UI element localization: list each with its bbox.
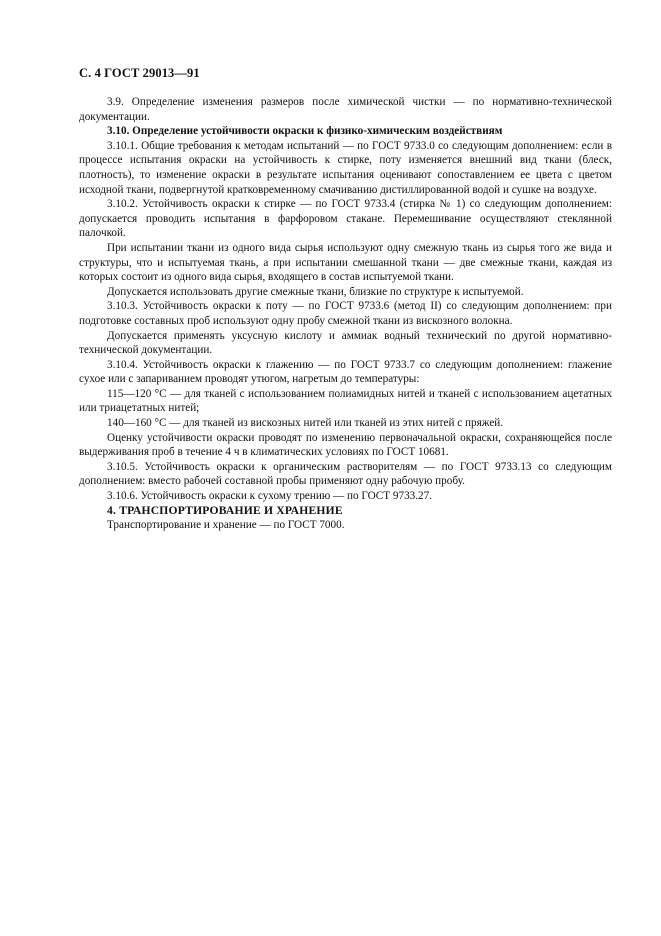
paragraph-3-10-6: 3.10.6. Устойчивость окраски к сухому трению — по ГОСТ 9733.27. bbox=[107, 490, 433, 503]
paragraph-3-10-3: 3.10.3. Устойчивость окраски к поту — по ГОСТ 9733.6 (метод II) со следующим дополнением: при подготовке составных проб используют одну пробу смежной ткани из вискозного волокна. bbox=[79, 300, 612, 327]
paragraph-acetic-acid: Допускается применять уксусную кислоту и аммиак водный технический по другой нормативно-технической документации. bbox=[79, 329, 612, 357]
paragraph-other-adjacent-fabrics: Допускается использовать другие смежные ткани, близкие по структуре к испытуемой. bbox=[107, 285, 524, 298]
paragraph-3-10-5: 3.10.5. Устойчивость окраски к органическим растворителям — по ГОСТ 9733.13 со следующим дополнением: вместо рабочей составной пробы применяют одну рабочую пробу. bbox=[79, 460, 612, 488]
paragraph-temp-140-160: 140—160 °С — для тканей из вискозных нитей или тканей из этих нитей с пряжей. bbox=[107, 417, 504, 430]
page-header: С. 4 ГОСТ 29013—91 bbox=[79, 66, 200, 80]
paragraph-3-10-2: 3.10.2. Устойчивость окраски к стирке — по ГОСТ 9733.4 (стирка № 1) со следующим дополнением: допускается проводить испытания в фарфоровом стакане. Перемешивание осуществляют стеклянной палочкой. bbox=[79, 198, 612, 240]
paragraph-single-fibre-test: При испытании ткани из одного вида сырья используют одну смежную ткань из сырья того же вида и структуры, что и испытуемая ткань, а при испытании смешанной ткани — две смежные ткани, каждая из которых состоит из одного вида сырья, входящего в состав испытуемой ткани. bbox=[79, 241, 612, 284]
paragraph-3-10-1: 3.10.1. Общие требования к методам испытаний — по ГОСТ 9733.0 со следующим дополнением: если в процессе испытания окраски на устойчивость к стирке, поту изменяется внешний вид ткани (блеск, плотность), то изменение окраски в результате испытания оценивают сопоставлением ее цвета с цветом исходной ткани, подвергнутой кратковременному смачиванию дистиллированной водой и сушке на воздухе. bbox=[79, 139, 612, 196]
section-4-title: 4. ТРАНСПОРТИРОВАНИЕ И ХРАНЕНИЕ bbox=[107, 503, 343, 517]
subheading-3-10: 3.10. Определение устойчивости окраски к физико-химическим воздействиям bbox=[107, 125, 503, 138]
paragraph-3-10-4: 3.10.4. Устойчивость окраски к глажению — по ГОСТ 9733.7 со следующим дополнением: глажение сухое или с запариванием проводят утюгом, нагретым до температуры: bbox=[79, 358, 612, 386]
document-body bbox=[79, 95, 612, 533]
section-4-text: Транспортирование и хранение — по ГОСТ 7000. bbox=[107, 519, 345, 532]
paragraph-temp-115-120: 115—120 °С — для тканей с использованием полиамидных нитей и тканей с использованием ацетатных или триацетатных нитей; bbox=[79, 387, 612, 415]
paragraph-3-9: 3.9. Определение изменения размеров после химической чистки — по нормативно-технической документации. bbox=[79, 96, 612, 123]
paragraph-assessment: Оценку устойчивости окраски проводят по изменению первоначальной окраски, сохраняющейся после выдерживания проб в течение 4 ч в климатических условиях по ГОСТ 10681. bbox=[79, 431, 612, 459]
